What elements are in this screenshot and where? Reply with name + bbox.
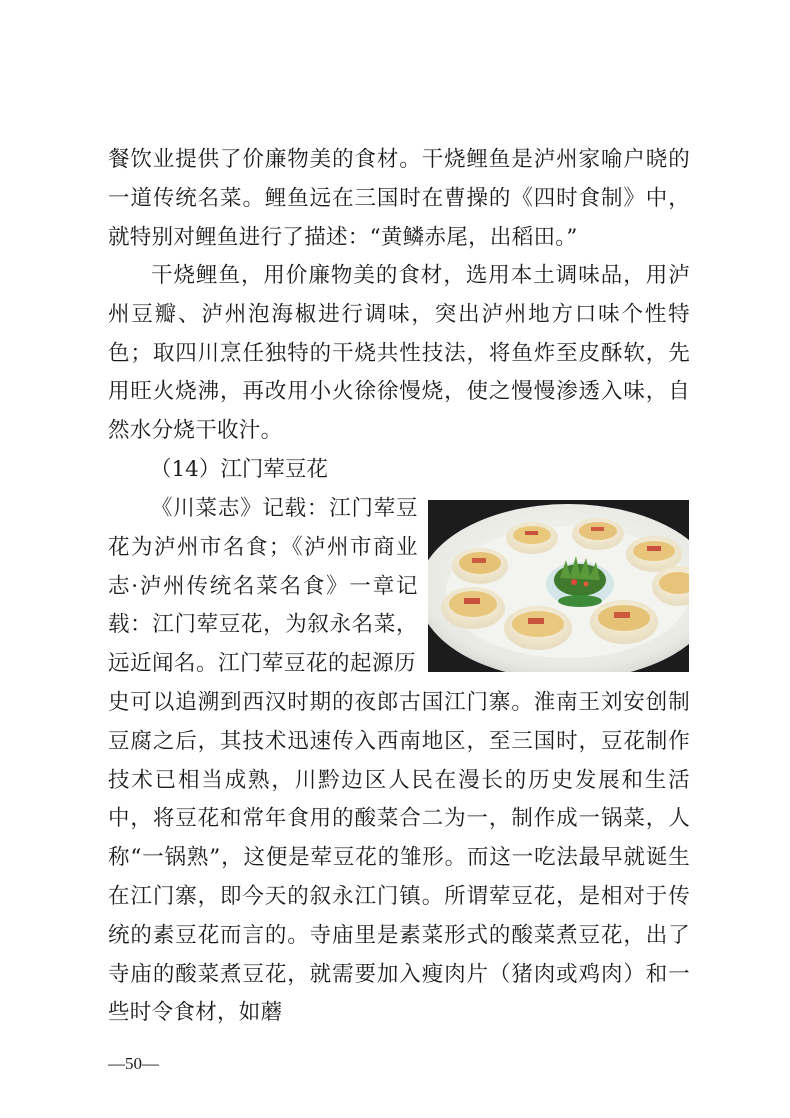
page-number: —50—: [108, 1054, 159, 1073]
paragraph-carp-method: 干烧鲤鱼，用价廉物美的食材，选用本土调味品，用泸州豆瓣、泸州泡海椒进行调味，突出泸州地方口味个性特色；取四川烹任独特的干烧共性技法，将鱼炸至皮酥软，先用旺火烧沸，再改用小火徐徐慢烧，使之慢慢渗透入味，自然水分烧干收汁。: [108, 263, 690, 444]
paragraph-carp-history: 餐饮业提供了价廉物美的食材。干烧鲤鱼是泸州家喻户晓的一道传统名菜。鲤鱼远在三国时在曹操的《四时食制》中，就特别对鲤鱼进行了描述：“黄鳞赤尾，出稻田。”: [108, 147, 690, 250]
paragraph-tofu-intro: 《川菜志》记载：江门荤豆花为泸州市名食；《泸州市商业志·泸州传统名菜名食》一章记载：江门荤豆花，为叙永名菜，远近闻名。江门荤豆花的起源历: [108, 496, 418, 677]
dish-photo: [428, 500, 689, 672]
paragraph-tofu-history: 史可以追溯到西汉时期的夜郎古国江门寨。淮南王刘安创制豆腐之后，其技术迅速传入西南地区，至三国时，豆花制作技术已相当成熟，川黔边区人民在漫长的历史发展和生活中，将豆花和常年食用的酸菜合二为一，制作成一锅菜，人称“一锅熟”，这便是荤豆花的雏形。而这一吃法最早就诞生在江门寨，即今天的叙永江门镇。所谓荤豆花，是相对于传统的素豆花而言的。寺庙里是素菜形式的酸菜煮豆花，出了寺庙的酸菜煮豆花，就需要加入瘦肉片（猪肉或鸡肉）和一些时令食材，如蘑: [108, 690, 690, 1026]
section-heading: （14）江门荤豆花: [150, 457, 328, 482]
